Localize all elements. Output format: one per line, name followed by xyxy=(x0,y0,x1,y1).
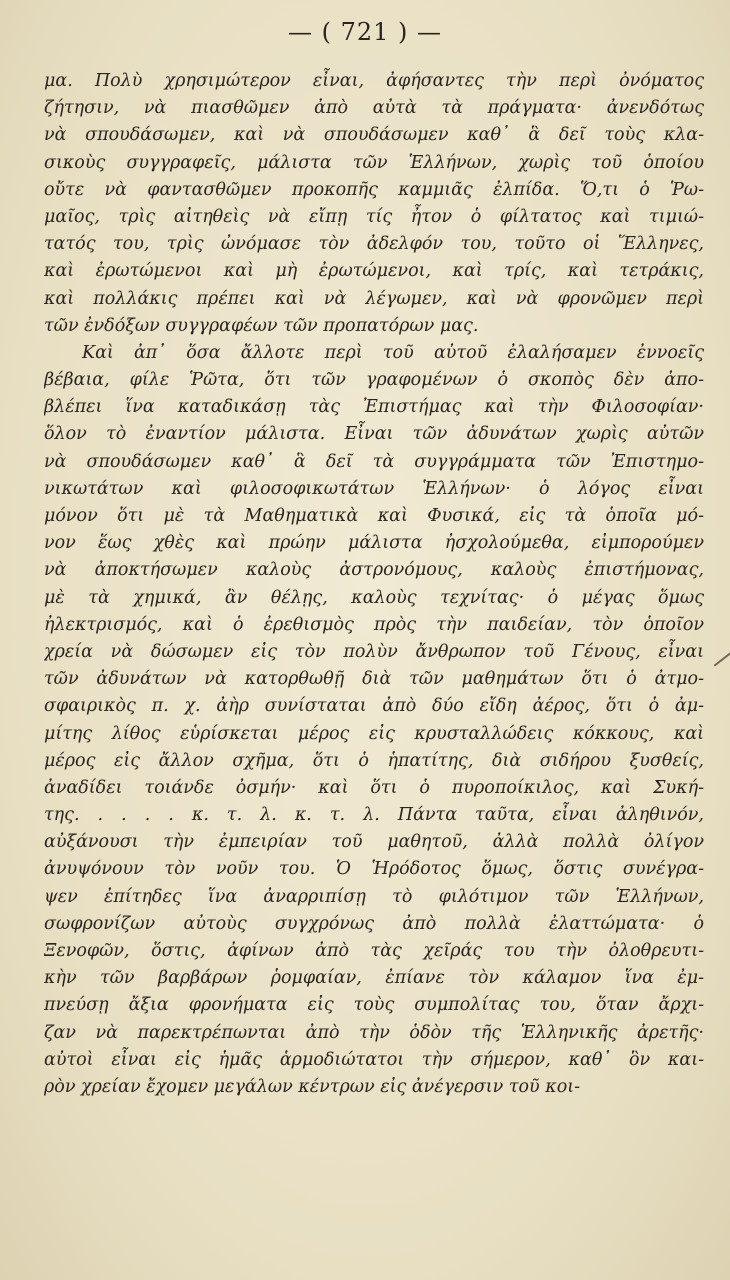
text-line: ἠλεκτρισμός, καὶ ὁ ἐρεθισμὸς πρὸς τὴν παιδείαν, τὸν ὁποῖον xyxy=(44,614,704,635)
text-line: ζαν νὰ παρεκτρέπωνται ἀπὸ τὴν ὁδὸν τῆς Ἑλληνικῆς ἀρετῆς· xyxy=(44,1022,704,1043)
text-line: μὲ τὰ χημικά, ἂν θέλῃς, καλοὺς τεχνίτας· ὁ μέγας ὅμως xyxy=(44,587,704,608)
text-line: σφαιρικὸς π. χ. ἀὴρ συνίσταται ἀπὸ δύο εἴδη ἀέρος, ὅτι ὁ ἀμ- xyxy=(44,696,704,717)
text-line: μαῖος, τρὶς αἰτηθεὶς νὰ εἴπῃ τίς ἦτον ὁ φίλτατος καὶ τιμιώ- xyxy=(44,206,704,227)
text-line: Ξενοφῶν, ὅστις, ἀφίνων ἀπὸ τὰς χεῖράς του τὴν ὀλοθρευτι- xyxy=(44,941,704,961)
text-line: σικοὺς συγγραφεῖς, μάλιστα τῶν Ἑλλήνων, χωρὶς τοῦ ὁποίου xyxy=(44,152,704,173)
text-line: κὴν τῶν βαρβάρων ῥομφαίαν, ἐπίανε τὸν κάλαμον ἵνα ἐμ- xyxy=(44,968,704,989)
text-line: οὔτε νὰ φαντασθῶμεν προκοπῆς καμμιᾶς ἐλπίδα. Ὅ,τι ὁ Ῥω- xyxy=(44,179,704,200)
page-number-header: — ( 721 ) — xyxy=(287,18,443,46)
text-line: τῶν ἐνδόξων συγγραφέων τῶν προπατόρων μας. xyxy=(44,315,479,336)
text-line: χρεία νὰ δώσωμεν εἰς τὸν πολὺν ἄνθρωπον τοῦ Γένους, εἶναι xyxy=(44,641,704,662)
text-line: τατός του, τρὶς ὠνόμασε τὸν ἀδελφόν του, τοῦτο οἱ Ἕλληνες, xyxy=(44,234,704,255)
text-line: ἀνυψόνουν τὸν νοῦν του. Ὁ Ἡρόδοτος ὅμως, ὅστις συνέγρα- xyxy=(44,859,704,880)
text-line: ἀναδίδει τοιάνδε ὀσμήν· καὶ ὅτι ὁ πυροποίκιλος, καὶ Συκή- xyxy=(44,777,704,798)
text-line: μόνον ὅτι μὲ τὰ Μαθηματικὰ καὶ Φυσικά, εἰς τὰ ὁποῖα μό- xyxy=(44,506,704,526)
text-line: ψεν ἐπίτηδες ἵνα ἀναρριπίσῃ τὸ φιλότιμον τῶν Ἑλλήνων, xyxy=(44,886,704,907)
text-line: σωφρονίζων αὐτοὺς συγχρόνως ἀπὸ πολλὰ ἐλαττώματα· ὁ xyxy=(44,913,704,934)
body-text xyxy=(44,68,704,1101)
text-line: ρὸν χρείαν ἔχομεν μεγάλων κέντρων εἰς ἀνέγερσιν τοῦ κοι- xyxy=(44,1076,581,1097)
text-line: μίτης λίθος εὑρίσκεται μέρος εἰς κρυσταλλώδεις κόκκους, καὶ xyxy=(44,723,704,744)
text-line: τῶν ἀδυνάτων νὰ κατορθωθῇ διὰ τῶν μαθημάτων ὅτι ὁ ἀτμο- xyxy=(44,669,704,690)
text-line: αὐξάνουσι τὴν ἐμπειρίαν τοῦ μαθητοῦ, ἀλλὰ πολλὰ ὀλίγον xyxy=(44,832,704,853)
text-line: καὶ ἐρωτώμενοι καὶ μὴ ἐρωτώμενοι, καὶ τρίς, καὶ τετράκις, xyxy=(44,261,704,282)
text-line: Καὶ ἀπ᾽ ὅσα ἄλλοτε περὶ τοῦ αὐτοῦ ἐλαλήσαμεν ἐννοεῖς xyxy=(82,342,704,363)
text-line: καὶ πολλάκις πρέπει καὶ νὰ λέγωμεν, καὶ νὰ φρονῶμεν περὶ xyxy=(44,288,704,309)
text-line: νὰ ἀποκτήσωμεν καλοὺς ἀστρονόμους, καλοὺς ἐπιστήμονας, xyxy=(44,560,704,581)
text-line: νὰ σπουδάσωμεν, καὶ νὰ σπουδάσωμεν καθ᾽ ἃ δεῖ τοὺς κλα- xyxy=(44,125,704,146)
text-line: νον ἕως χθὲς καὶ πρώην μάλιστα ἠσχολούμεθα, εἰμπορούμεν xyxy=(44,533,704,554)
text-line: ὅλον τὸ ἐναντίον μάλιστα. Εἶναι τῶν ἀδυνάτων χωρὶς αὐτῶν xyxy=(44,424,704,445)
margin-pen-mark xyxy=(714,651,730,666)
text-line: μέρος εἰς ἄλλον σχῆμα, ὅτι ὁ ἡπατίτης, διὰ σιδήρου ξυσθείς, xyxy=(44,750,704,771)
text-line: ζήτησιν, νὰ πιασθῶμεν ἀπὸ αὐτὰ τὰ πράγματα· ἀνενδότως xyxy=(44,98,704,119)
text-line: βλέπει ἵνα καταδικάσῃ τὰς Ἐπιστήμας καὶ τὴν Φιλοσοφίαν· xyxy=(44,397,704,418)
text-line: της. . . . . κ. τ. λ. κ. τ. λ. Πάντα ταῦτα, εἶναι ἀληθινόν, xyxy=(44,805,704,826)
text-line: μα. Πολὺ χρησιμώτερον εἶναι, ἀφήσαντες τὴν περὶ ὀνόματος xyxy=(44,71,704,91)
text-line: αὐτοὶ εἶναι εἰς ἡμᾶς ἁρμοδιώτατοι τὴν σήμερον, καθ᾽ ὃν και- xyxy=(44,1049,704,1070)
text-line: νικωτάτων καὶ φιλοσοφικωτάτων Ἑλλήνων· ὁ λόγος εἶναι xyxy=(44,478,704,499)
text-line: βέβαια, φίλε Ῥῶτα, ὅτι τῶν γραφομένων ὁ σκοπὸς δὲν ἀπο- xyxy=(44,370,704,391)
text-line: νὰ σπουδάσωμεν καθ᾽ ἃ δεῖ τὰ συγγράμματα τῶν Ἐπιστημο- xyxy=(44,451,704,472)
text-line: πνεύσῃ ἄξια φρονήματα εἰς τοὺς συμπολίτας του, ὅταν ἄρχι- xyxy=(44,995,704,1016)
